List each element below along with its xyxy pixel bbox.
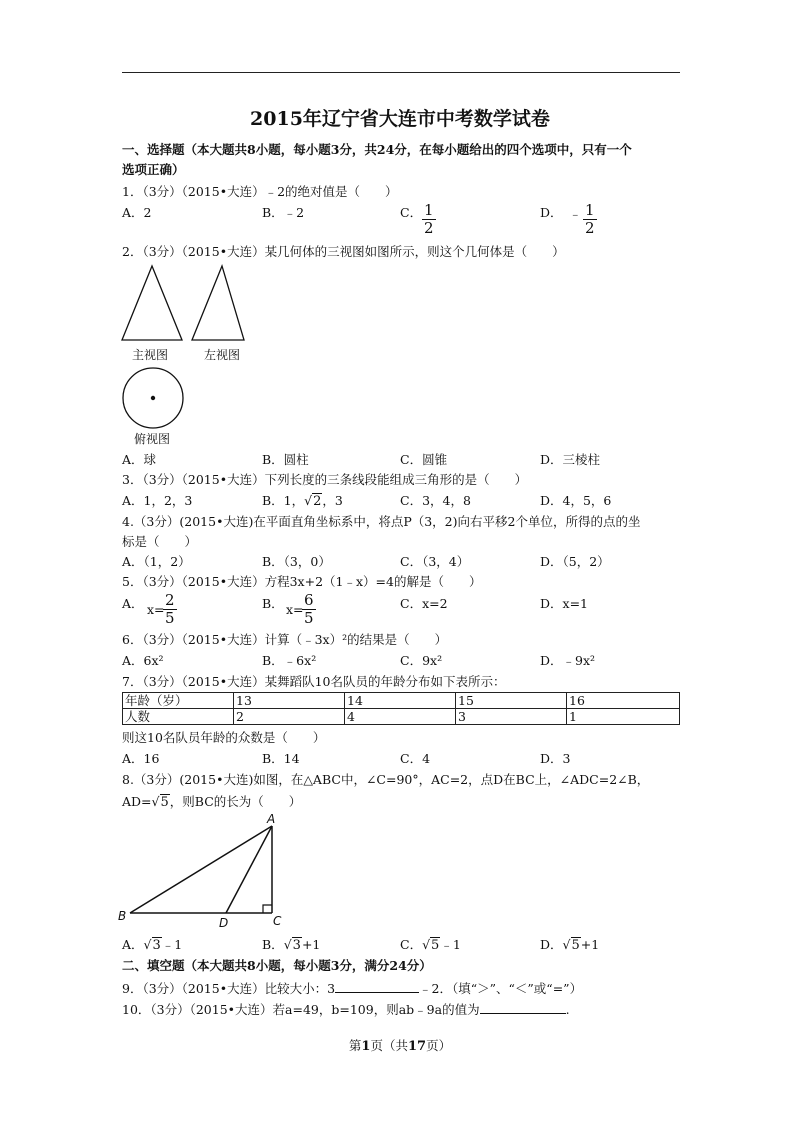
radicand: 3 xyxy=(292,938,301,953)
q7-option-c: C．4 xyxy=(400,751,431,766)
radicand: 5 xyxy=(160,795,169,810)
q8-stem-line1: 8.（3分）(2015•大连)如图，在△ABC中，∠C=90°，AC=2，点D在BC上，∠ADC=2∠B， xyxy=(122,772,650,787)
fraction-numerator: 1 xyxy=(424,201,434,219)
q5-option-c: C．x=2 xyxy=(400,596,448,611)
sqrt-symbol: √5 xyxy=(151,794,169,810)
fraction-denominator: 2 xyxy=(424,219,434,237)
footer-middle: 页（共 xyxy=(370,1038,408,1053)
sqrt-symbol: √2 xyxy=(304,493,322,509)
q3-option-d: D．4，5，6 xyxy=(540,493,612,508)
footer-prefix: 第 xyxy=(348,1038,362,1053)
q5-option-a-fraction xyxy=(163,592,177,627)
vertex-label-d: D xyxy=(219,916,229,930)
q8-stem-suffix: ，则BC的长为（ ） xyxy=(169,794,302,809)
fraction-numerator: 6 xyxy=(304,591,314,609)
q3-option-b-suffix: ，3 xyxy=(322,493,343,508)
total-pages: 17 xyxy=(407,1039,427,1054)
q6-option-d: D．﹣9x² xyxy=(540,653,596,668)
q6-option-a: A．6x² xyxy=(122,653,164,668)
table-cell: 1 xyxy=(567,709,680,725)
q4-option-a: A．（1，2） xyxy=(122,554,191,569)
option-label: C． xyxy=(400,937,423,952)
q2-option-d: D．三棱柱 xyxy=(540,452,601,467)
front-view-triangle xyxy=(122,266,182,340)
q3-option-a: A．1，2，3 xyxy=(122,493,193,508)
left-view-triangle xyxy=(192,266,244,340)
table-cell: 年龄（岁） xyxy=(123,693,234,709)
q1-option-d: D． xyxy=(540,205,563,220)
table-cell: 16 xyxy=(567,693,680,709)
q1-option-b: B．﹣2 xyxy=(262,205,305,220)
sqrt-symbol: √5 xyxy=(422,937,440,953)
option-label: B． xyxy=(262,937,284,952)
q1-stem: 1．（3分）（2015•大连）﹣2的绝对值是（ ） xyxy=(122,184,398,199)
segment-ad xyxy=(226,826,272,913)
page-footer xyxy=(0,1036,800,1054)
q8-option-a xyxy=(122,937,182,954)
triangle-figure xyxy=(112,812,298,932)
q5-option-b-fraction xyxy=(302,592,316,627)
section1-heading-line2: 选项正确） xyxy=(122,162,185,177)
q4-option-b: B．（3，0） xyxy=(262,554,331,569)
q5-option-a-prefix: x= xyxy=(147,602,165,617)
q9-answer-blank[interactable] xyxy=(335,980,419,993)
section1-heading-line1: 一、选择题（本大题共8小题，每小题3分，共24分，在每小题给出的四个选项中，只有一个 xyxy=(122,142,632,157)
sqrt-symbol: √3 xyxy=(283,937,301,953)
q4-option-c: C．（3，4） xyxy=(400,554,470,569)
q6-option-b: B．﹣6x² xyxy=(262,653,317,668)
q5-stem: 5．（3分）（2015•大连）方程3x+2（1﹣x）=4的解是（ ） xyxy=(122,574,482,589)
option-label: A． xyxy=(122,937,144,952)
q2-option-b: B．圆柱 xyxy=(262,452,309,467)
radicand: 5 xyxy=(431,938,440,953)
page-number: 1 xyxy=(361,1039,371,1054)
right-angle-mark xyxy=(263,905,272,913)
option-suffix: ﹣1 xyxy=(440,937,461,952)
q6-option-c: C．9x² xyxy=(400,653,443,668)
q1-option-a: A．2 xyxy=(122,205,152,220)
three-view-figure xyxy=(118,262,248,447)
q9-prefix: 9．（3分）（2015•大连）比较大小：3 xyxy=(122,981,336,996)
q4-stem-line2: 标是（ ） xyxy=(122,534,198,549)
vertex-label-c: C xyxy=(273,914,282,928)
option-suffix: +1 xyxy=(580,937,600,952)
q5-option-b-prefix: x= xyxy=(286,602,304,617)
fraction-denominator: 5 xyxy=(304,609,314,627)
top-view-label: 俯视图 xyxy=(134,432,171,446)
fraction-numerator: 2 xyxy=(165,591,175,609)
q9-stem xyxy=(122,980,582,997)
q7-option-d: D．3 xyxy=(540,751,571,766)
q4-option-d: D．（5，2） xyxy=(540,554,610,569)
q5-option-a: A． xyxy=(122,596,144,611)
radicand: 3 xyxy=(152,938,161,953)
radicand: 5 xyxy=(571,938,580,953)
q3-option-c: C．3，4，8 xyxy=(400,493,471,508)
sqrt-symbol: √5 xyxy=(562,937,580,953)
table-cell: 13 xyxy=(234,693,345,709)
q2-option-c: C．圆锥 xyxy=(400,452,448,467)
fraction-denominator: 5 xyxy=(165,609,175,627)
vertex-label-a: A xyxy=(267,812,276,826)
q2-stem: 2．（3分）（2015•大连）某几何体的三视图如图所示，则这个几何体是（ ） xyxy=(122,244,565,259)
age-distribution-table xyxy=(122,692,680,725)
table-cell: 3 xyxy=(456,709,567,725)
option-suffix: +1 xyxy=(301,937,321,952)
radicand: 2 xyxy=(313,494,322,509)
header-rule xyxy=(122,72,680,73)
front-view-label: 主视图 xyxy=(132,348,169,362)
q7-question: 则这10名队员年龄的众数是（ ） xyxy=(122,730,326,745)
option-suffix: ﹣1 xyxy=(161,937,183,952)
q9-suffix: ﹣2．（填“＞”、“＜”或“=”） xyxy=(419,981,583,996)
option-label: D． xyxy=(540,937,563,952)
q7-option-a: A．16 xyxy=(122,751,160,766)
q8-option-c xyxy=(400,937,461,954)
table-cell: 14 xyxy=(345,693,456,709)
table-row xyxy=(123,709,680,725)
q8-option-b xyxy=(262,937,320,954)
q1-option-d-sign: ﹣ xyxy=(569,206,582,221)
q7-option-b: B．14 xyxy=(262,751,300,766)
q8-option-d xyxy=(540,937,599,954)
table-cell: 2 xyxy=(234,709,345,725)
table-cell: 4 xyxy=(345,709,456,725)
q2-option-a: A．球 xyxy=(122,452,157,467)
q1-option-c-fraction xyxy=(422,202,436,237)
q4-stem-line1: 4.（3分）(2015•大连)在平面直角坐标系中，将点P（3，2)向右平移2个单位，所得的点的坐 xyxy=(122,514,641,529)
vertex-label-b: B xyxy=(118,909,127,923)
table-cell: 15 xyxy=(456,693,567,709)
table-row xyxy=(123,693,680,709)
table-cell: 人数 xyxy=(123,709,234,725)
sqrt-symbol: √3 xyxy=(143,937,161,953)
q10-suffix: . xyxy=(565,1002,570,1017)
fraction-denominator: 2 xyxy=(585,219,595,237)
segment-ab xyxy=(130,826,272,913)
top-view-center-dot xyxy=(151,396,155,400)
q1-option-d-fraction xyxy=(583,202,597,237)
q3-option-b-prefix: B．1， xyxy=(262,493,305,508)
q3-stem: 3．（3分）（2015•大连）下列长度的三条线段能组成三角形的是（ ） xyxy=(122,472,528,487)
q5-option-d: D．x=1 xyxy=(540,596,588,611)
q7-stem: 7．（3分）（2015•大连）某舞蹈队10名队员的年龄分布如下表所示： xyxy=(122,674,506,689)
q8-stem-line2 xyxy=(122,794,301,811)
q10-prefix: 10．（3分）（2015•大连）若a=49，b=109，则ab﹣9a的值为 xyxy=(122,1002,480,1017)
q5-option-b: B． xyxy=(262,596,284,611)
fraction-numerator: 1 xyxy=(585,201,595,219)
q1-option-c: C． xyxy=(400,205,423,220)
q3-option-b xyxy=(262,493,343,510)
q10-stem xyxy=(122,1001,570,1018)
page-title: 2015年辽宁省大连市中考数学试卷 xyxy=(250,108,550,130)
q10-answer-blank[interactable] xyxy=(480,1001,566,1014)
section2-heading: 二、填空题（本大题共8小题，每小题3分，满分24分） xyxy=(122,958,432,973)
left-view-label: 左视图 xyxy=(204,348,241,362)
q6-stem: 6．（3分）（2015•大连）计算（﹣3x）²的结果是（ ） xyxy=(122,632,448,647)
footer-suffix: 页） xyxy=(426,1038,452,1053)
q8-stem-prefix: AD= xyxy=(122,794,152,809)
